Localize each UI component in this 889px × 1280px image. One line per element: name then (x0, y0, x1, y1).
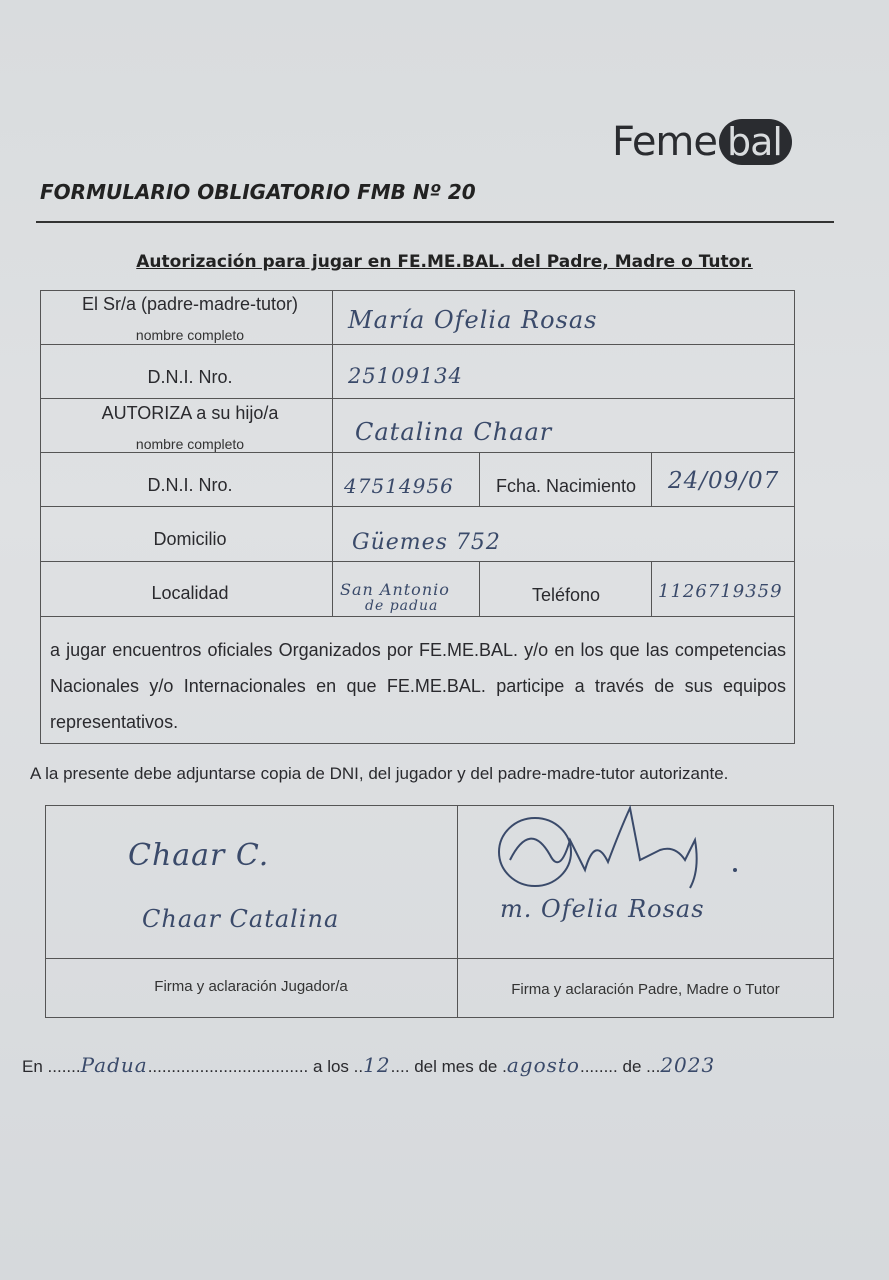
parent-signature-label: Firma y aclaración Padre, Madre o Tutor (511, 981, 780, 998)
player-signature-label: Firma y aclaración Jugador/a (154, 978, 348, 995)
footer-month: agosto (506, 1053, 580, 1077)
footer-day: 12 (363, 1053, 391, 1077)
parent-label: El Sr/a (padre-madre-tutor) (81, 294, 299, 314)
locality-value-line2: de padua (365, 598, 439, 614)
femebal-logo (612, 116, 792, 168)
dni-parent-label: D.N.I. Nro. (147, 367, 233, 387)
address-value: Güemes 752 (352, 530, 501, 555)
footer-en: En (22, 1057, 43, 1076)
player-printed-name: Chaar Catalina (142, 905, 340, 933)
footer-del-mes: del mes de (414, 1057, 498, 1076)
row-divider (40, 344, 795, 345)
footer-a-los: a los (313, 1057, 349, 1076)
logo-pill (719, 119, 792, 165)
parent-signature-icon (490, 800, 740, 895)
address-label: Domicilio (153, 529, 227, 549)
col-divider (651, 561, 652, 616)
sig-row-divider (45, 958, 834, 959)
row-divider (40, 506, 795, 507)
dni-child-label: D.N.I. Nro. (147, 475, 233, 495)
col-divider (651, 452, 652, 506)
parent-name-value: María Ofelia Rosas (348, 306, 598, 334)
child-label: AUTORIZA a su hijo/a (101, 403, 279, 423)
birthdate-value: 24/09/07 (668, 468, 780, 494)
logo-prefix: Feme (612, 119, 718, 165)
child-sublabel: nombre completo (135, 436, 245, 452)
subtitle: Autorización para jugar en FE.ME.BAL. del Padre, Madre o Tutor. (136, 252, 753, 272)
col-divider (479, 561, 480, 616)
footer-year: 2023 (660, 1053, 716, 1077)
locality-value-line1: San Antonio (340, 580, 450, 599)
logo-suffix: bal (727, 120, 782, 164)
row-divider (40, 561, 795, 562)
place-date-line: En .......Padua.................................. a los ..12.... del mes de .agosto........ de ...2023 (22, 1053, 716, 1077)
locality-label: Localidad (151, 583, 229, 603)
footer-place: Padua (80, 1053, 148, 1077)
phone-value: 1126719359 (658, 581, 783, 602)
child-name-value: Catalina Chaar (355, 418, 553, 446)
parent-sublabel: nombre completo (135, 327, 245, 343)
col-divider (479, 452, 480, 506)
dni-parent-value: 25109134 (348, 364, 463, 388)
birthdate-label: Fcha. Nacimiento (495, 476, 637, 496)
row-divider (40, 452, 795, 453)
authorization-text: a jugar encuentros oficiales Organizados por FE.ME.BAL. y/o en los que las competencias Nacionales y/o Internacionales en que FE.ME.BAL. participe a través de sus equipos representativos. (50, 640, 786, 732)
phone-label: Teléfono (531, 585, 601, 605)
col-divider (332, 290, 333, 616)
parent-printed-name: m. Ofelia Rosas (500, 895, 705, 923)
dni-child-value: 47514956 (344, 474, 454, 498)
row-divider (40, 398, 795, 399)
player-signature: Chaar C. (128, 838, 270, 873)
title-rule (36, 221, 834, 223)
attachment-note: A la presente debe adjuntarse copia de DNI, del jugador y del padre-madre-tutor autorizante. (30, 764, 729, 783)
form-title: FORMULARIO OBLIGATORIO FMB Nº 20 (40, 180, 476, 204)
row-divider (40, 616, 795, 617)
footer-de: de (622, 1057, 642, 1076)
